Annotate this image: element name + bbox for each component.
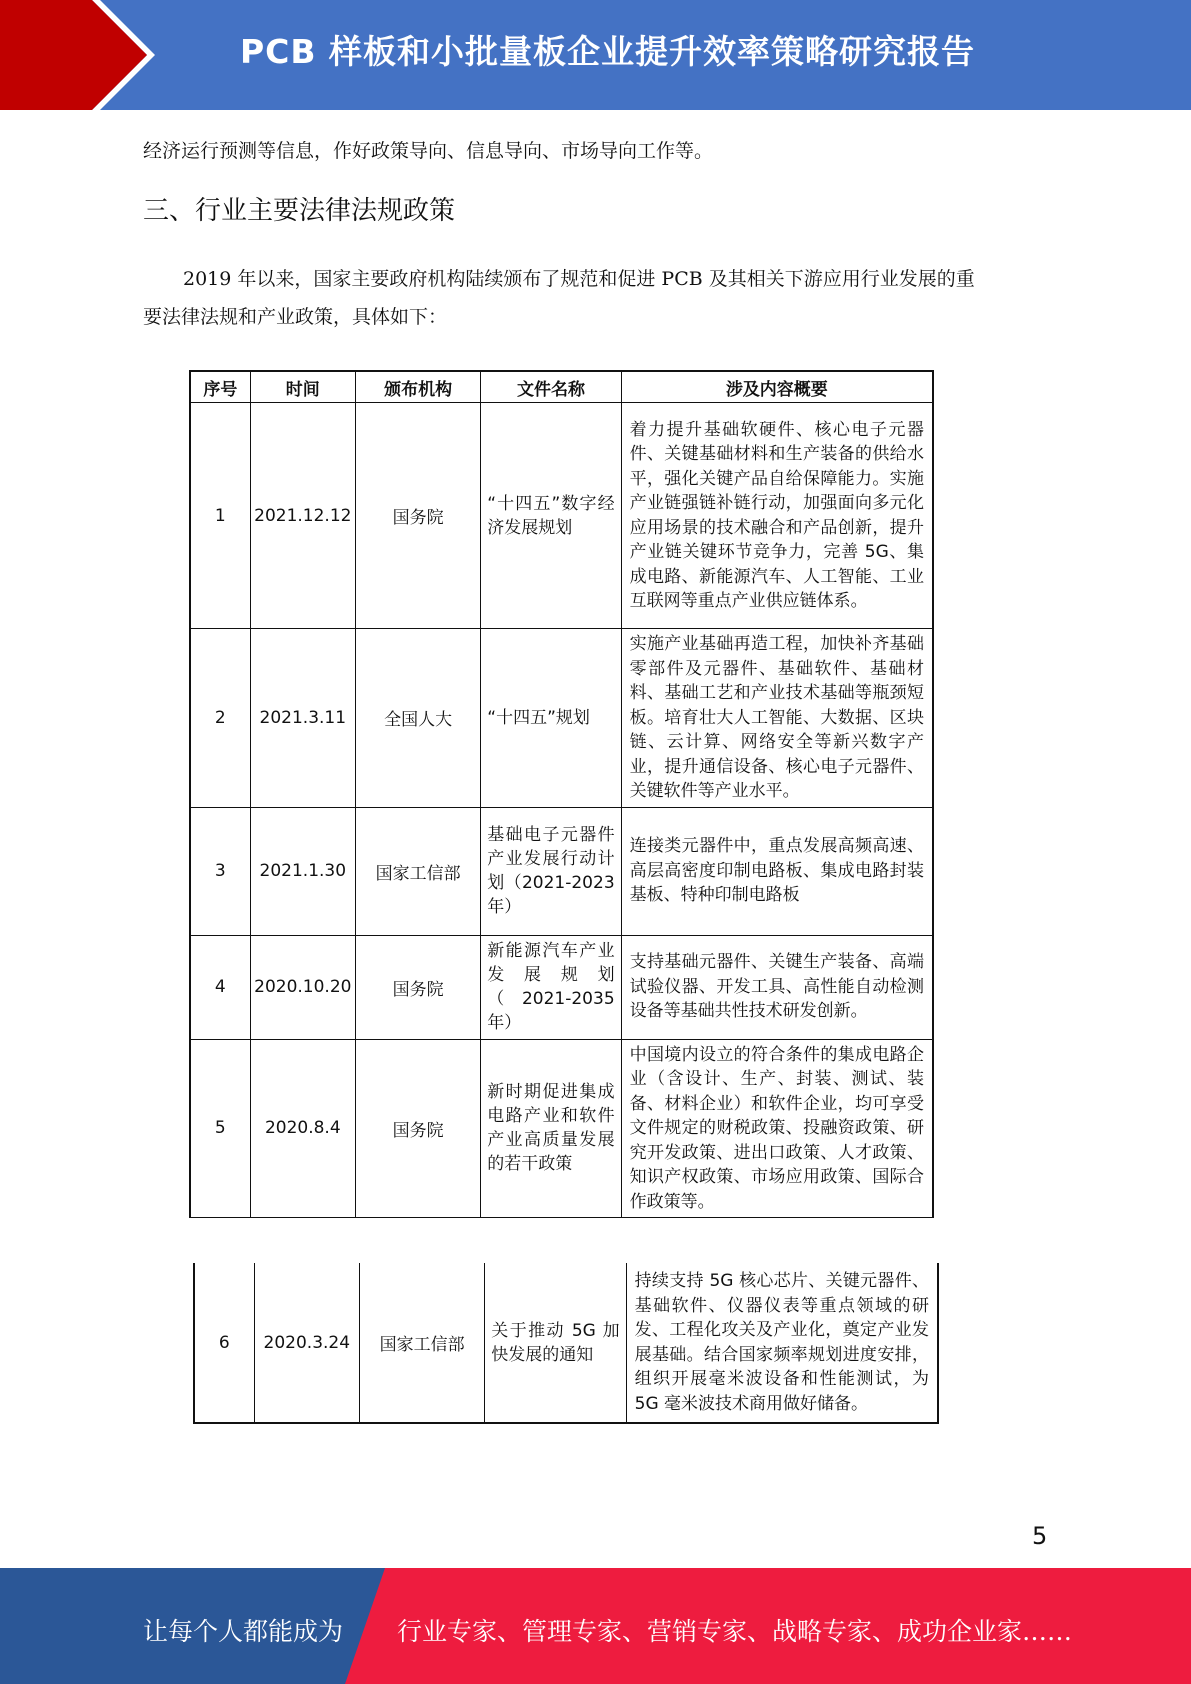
table-row	[190, 1039, 933, 1218]
row-summary: 中国境内设立的符合条件的集成电路企业（含设计、生产、封装、测试、装备、材料企业）和软件企业，均可享受文件规定的财税政策、投融资政策、研究开发政策、进出口政策、人才政策、知识产权政策、市场应用政策、国际合作政策等。	[621, 1039, 933, 1218]
row-org: 国家工信部	[359, 1263, 484, 1423]
footer-slogan-right: 行业专家、管理专家、营销专家、战略专家、成功企业家……	[397, 1617, 1073, 1646]
header-summary: 涉及内容概要	[621, 371, 933, 403]
paragraph-top: 经济运行预测等信息，作好政策导向、信息导向、市场导向工作等。	[143, 140, 714, 162]
row-org: 国务院	[355, 403, 480, 629]
table-row	[190, 403, 933, 629]
row-doc-name: 基础电子元器件产业发展行动计划（2021-2023年）	[481, 807, 621, 935]
row-doc-name: “十四五”数字经济发展规划	[481, 403, 621, 629]
row-date: 2021.12.12	[250, 403, 355, 629]
table-row	[190, 935, 933, 1039]
row-summary: 连接类元器件中，重点发展高频高速、高层高密度印制电路板、集成电路封装基板、特种印制电路板	[621, 807, 933, 935]
row-no: 5	[190, 1039, 250, 1218]
policy-table	[189, 370, 934, 1218]
row-doc-name: “十四五”规划	[481, 629, 621, 808]
table-row	[190, 629, 933, 808]
row-doc-name: 新时期促进集成电路产业和软件产业高质量发展的若干政策	[481, 1039, 621, 1218]
row-date: 2021.3.11	[250, 629, 355, 808]
policy-table-continued	[193, 1263, 939, 1424]
intro-line-1: 2019 年以来，国家主要政府机构陆续颁布了规范和促进 PCB 及其相关下游应用行业发展的重	[183, 268, 975, 290]
row-no: 6	[194, 1263, 254, 1423]
row-doc-name: 关于推动 5G 加快发展的通知	[485, 1263, 626, 1423]
row-date: 2020.10.20	[250, 935, 355, 1039]
table-row	[190, 807, 933, 935]
row-summary: 着力提升基础软硬件、核心电子元器件、关键基础材料和生产装备的供给水平，强化关键产品自给保障能力。实施产业链强链补链行动，加强面向多元化应用场景的技术融合和产品创新，提升产业链关键环节竞争力，完善 5G、集成电路、新能源汽车、人工智能、工业互联网等重点产业供应链体系。	[621, 403, 933, 629]
row-no: 4	[190, 935, 250, 1039]
row-summary: 持续支持 5G 核心芯片、关键元器件、基础软件、仪器仪表等重点领域的研发、工程化攻关及产业化，奠定产业发展基础。结合国家频率规划进度安排，组织开展毫米波设备和性能测试，为 5G 毫米波技术商用做好储备。	[626, 1263, 938, 1423]
row-org: 全国人大	[355, 629, 480, 808]
row-no: 2	[190, 629, 250, 808]
report-title: PCB 样板和小批量板企业提升效率策略研究报告	[240, 32, 976, 71]
table-header-row	[190, 371, 933, 403]
footer-banner	[0, 1568, 1191, 1684]
header-no: 序号	[190, 371, 250, 403]
row-date: 2020.8.4	[250, 1039, 355, 1218]
footer-slogan-left: 让每个人都能成为	[143, 1617, 344, 1646]
row-org: 国家工信部	[355, 807, 480, 935]
header-date: 时间	[250, 371, 355, 403]
section-title: 三、行业主要法律法规政策	[143, 196, 456, 226]
header-banner	[0, 0, 1191, 110]
row-org: 国务院	[355, 935, 480, 1039]
intro-line-2: 要法律法规和产业政策，具体如下：	[143, 306, 448, 328]
header-org: 颁布机构	[355, 371, 480, 403]
row-summary: 支持基础元器件、关键生产装备、高端试验仪器、开发工具、高性能自动检测设备等基础共性技术研发创新。	[621, 935, 933, 1039]
row-doc-name: 新能源汽车产业发展规划（2021-2035年）	[481, 935, 621, 1039]
page-number: 5	[1032, 1522, 1048, 1550]
header-doc-name: 文件名称	[481, 371, 621, 403]
row-summary: 实施产业基础再造工程，加快补齐基础零部件及元器件、基础软件、基础材料、基础工艺和产业技术基础等瓶颈短板。培育壮大人工智能、大数据、区块链、云计算、网络安全等新兴数字产业，提升通信设备、核心电子元器件、关键软件等产业水平。	[621, 629, 933, 808]
row-no: 3	[190, 807, 250, 935]
header-arrow	[0, 0, 150, 110]
row-org: 国务院	[355, 1039, 480, 1218]
row-date: 2021.1.30	[250, 807, 355, 935]
row-no: 1	[190, 403, 250, 629]
table-row	[194, 1263, 938, 1423]
row-date: 2020.3.24	[254, 1263, 359, 1423]
